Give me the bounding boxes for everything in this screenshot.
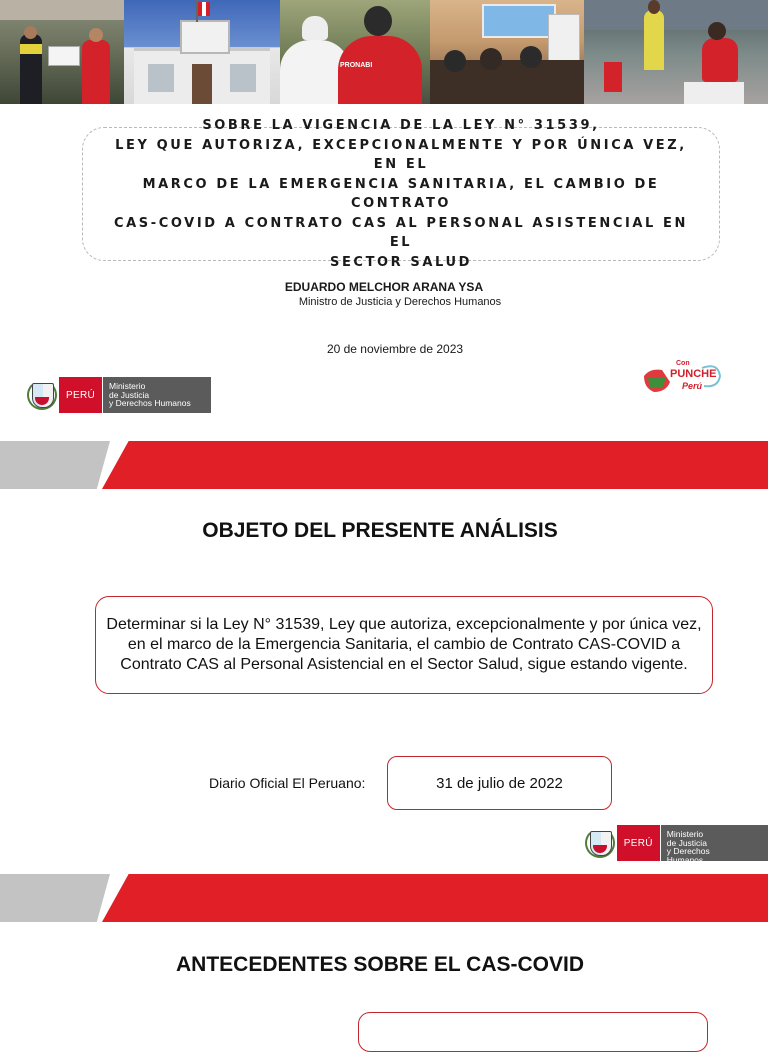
ministry-logo (25, 377, 211, 413)
author-name: EDUARDO MELCHOR ARANA YSA (284, 280, 484, 294)
title-line: SECTOR SALUD (329, 254, 473, 270)
title-card (82, 118, 720, 270)
publication-label: Diario Oficial El Peruano: (209, 775, 366, 791)
con-punche-peru-logo (640, 342, 760, 416)
title-line: CAS-COVID A CONTRATO CAS AL PERSONAL ASISTENCIAL EN EL (113, 215, 689, 250)
ministry-line: de Justicia (108, 389, 150, 400)
section-divider-2 (0, 874, 768, 922)
ministry-name (660, 825, 768, 865)
peru-tag: PERÚ (617, 825, 660, 861)
ministry-logo-2 (583, 825, 768, 865)
objective-box (95, 596, 713, 694)
title-line: LEY QUE AUTORIZA, EXCEPCIONALMENTE Y POR ÚNICA VEZ, EN EL (115, 137, 687, 172)
ministry-line: Ministerio (666, 829, 704, 839)
author-role: Ministro de Justicia y Derechos Humanos (298, 296, 502, 308)
coat-of-arms-icon (583, 825, 617, 861)
photo-staff (280, 0, 430, 104)
title-line: MARCO DE LA EMERGENCIA SANITARIA, EL CAMBIO DE CONTRATO (142, 176, 660, 211)
ministry-line: Ministerio (108, 381, 146, 391)
document-date: 20 de noviembre de 2023 (326, 342, 464, 356)
punche-word-2: PUNCHE (670, 368, 717, 380)
peru-tag: PERÚ (59, 377, 102, 413)
coat-of-arms-icon (25, 377, 59, 413)
document-title (101, 116, 701, 272)
ministry-line: y Derechos Humanos (108, 398, 191, 408)
ministry-line: y Derechos Humanos (666, 846, 710, 865)
photo-officers (0, 0, 124, 104)
title-line: SOBRE LA VIGENCIA DE LA LEY N° 31539, (202, 118, 600, 133)
photo-visit (584, 0, 768, 104)
pronabi-label: PRONABI (340, 62, 373, 69)
antecedentes-box (358, 1012, 708, 1052)
ministry-line: de Justicia (666, 837, 707, 848)
punche-word-3: Perú (682, 381, 703, 391)
section-heading-objeto: OBJETO DEL PRESENTE ANÁLISIS (202, 519, 558, 542)
punche-word-1: Con (676, 360, 690, 367)
publication-date: 31 de julio de 2022 (436, 774, 563, 792)
photo-meeting (430, 0, 584, 104)
publication-date-box (387, 756, 612, 810)
photo-building (124, 0, 280, 104)
objective-text: Determinar si la Ley N° 31539, Ley que autoriza, excepcionalmente y por única vez, en el marco de la Emergencia Sanitaria, el cambio de Contrato CAS-COVID a Contrato CAS al Personal Asistencial en el Sector Salud, sigue estando vigente. (106, 616, 702, 673)
section-heading-antecedentes: ANTECEDENTES SOBRE EL CAS-COVID (176, 953, 584, 976)
section-divider (0, 441, 768, 489)
photo-banner (0, 0, 768, 104)
ministry-name (102, 377, 211, 413)
